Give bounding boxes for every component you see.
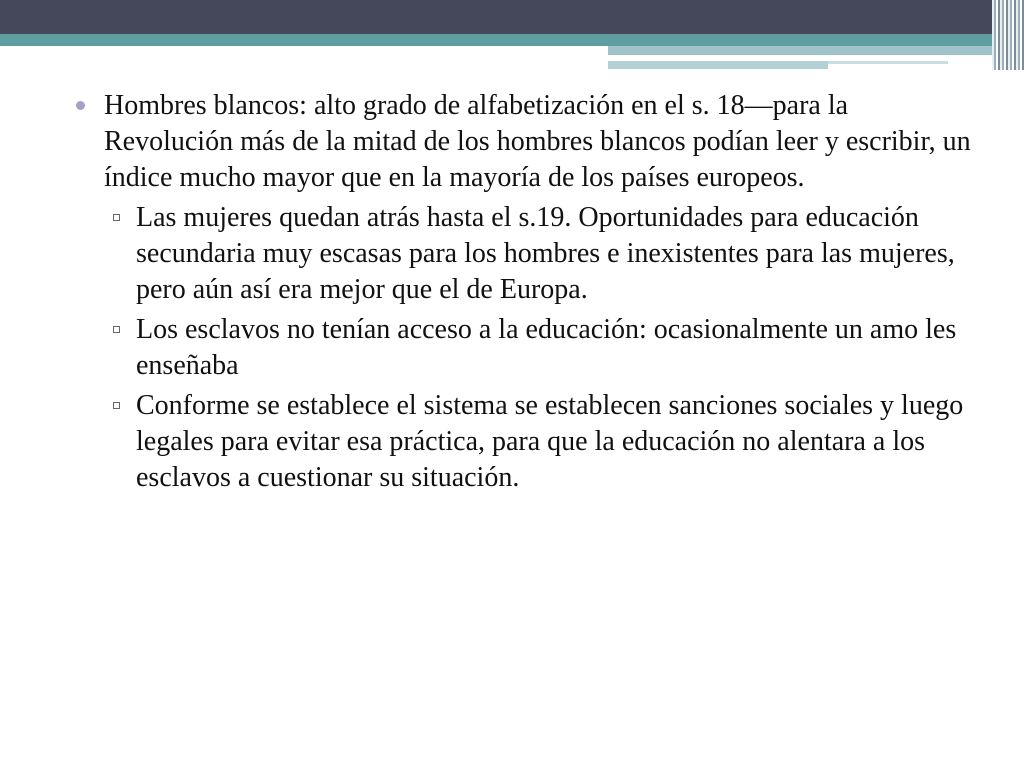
header-accent-line <box>828 61 948 64</box>
square-bullet-icon <box>113 402 120 409</box>
sub-bullet-list <box>104 200 976 496</box>
sub-bullet-item <box>104 200 996 308</box>
header-accent-band <box>608 46 1024 55</box>
header-dark-bar <box>0 0 1024 34</box>
slide-body <box>76 88 976 500</box>
round-bullet-icon <box>76 101 85 110</box>
square-bullet-icon <box>113 326 120 333</box>
sub-bullet-text: Conforme se establece el sistema se establecen sanciones sociales y luego legales para evitar esa práctica, para que la educación no alentara a los esclavos a cuestionar su situación. <box>136 390 964 493</box>
sub-bullet-text: Las mujeres quedan atrás hasta el s.19. Oportunidades para educación secundaria muy escasas para los hombres e inexistentes para las mujeres, pero aún así era mejor que el de Europa. <box>136 202 955 305</box>
sub-bullet-text: Los esclavos no tenían acceso a la educación: ocasionalmente un amo les enseñaba <box>136 314 957 381</box>
bullet-list <box>76 88 976 496</box>
sub-bullet-item <box>104 388 996 496</box>
header-stripes-decoration <box>992 0 1024 70</box>
header-accent-band-secondary <box>608 61 828 69</box>
bullet-text: Hombres blancos: alto grado de alfabetización en el s. 18—para la Revolución más de la mitad de los hombres blancos podían leer y escribir, un índice mucho mayor que en la mayoría de los países europeos. <box>104 90 971 193</box>
bullet-item <box>76 88 976 496</box>
header-teal-bar <box>0 34 1024 46</box>
square-bullet-icon <box>113 214 120 221</box>
sub-bullet-item <box>104 312 996 384</box>
